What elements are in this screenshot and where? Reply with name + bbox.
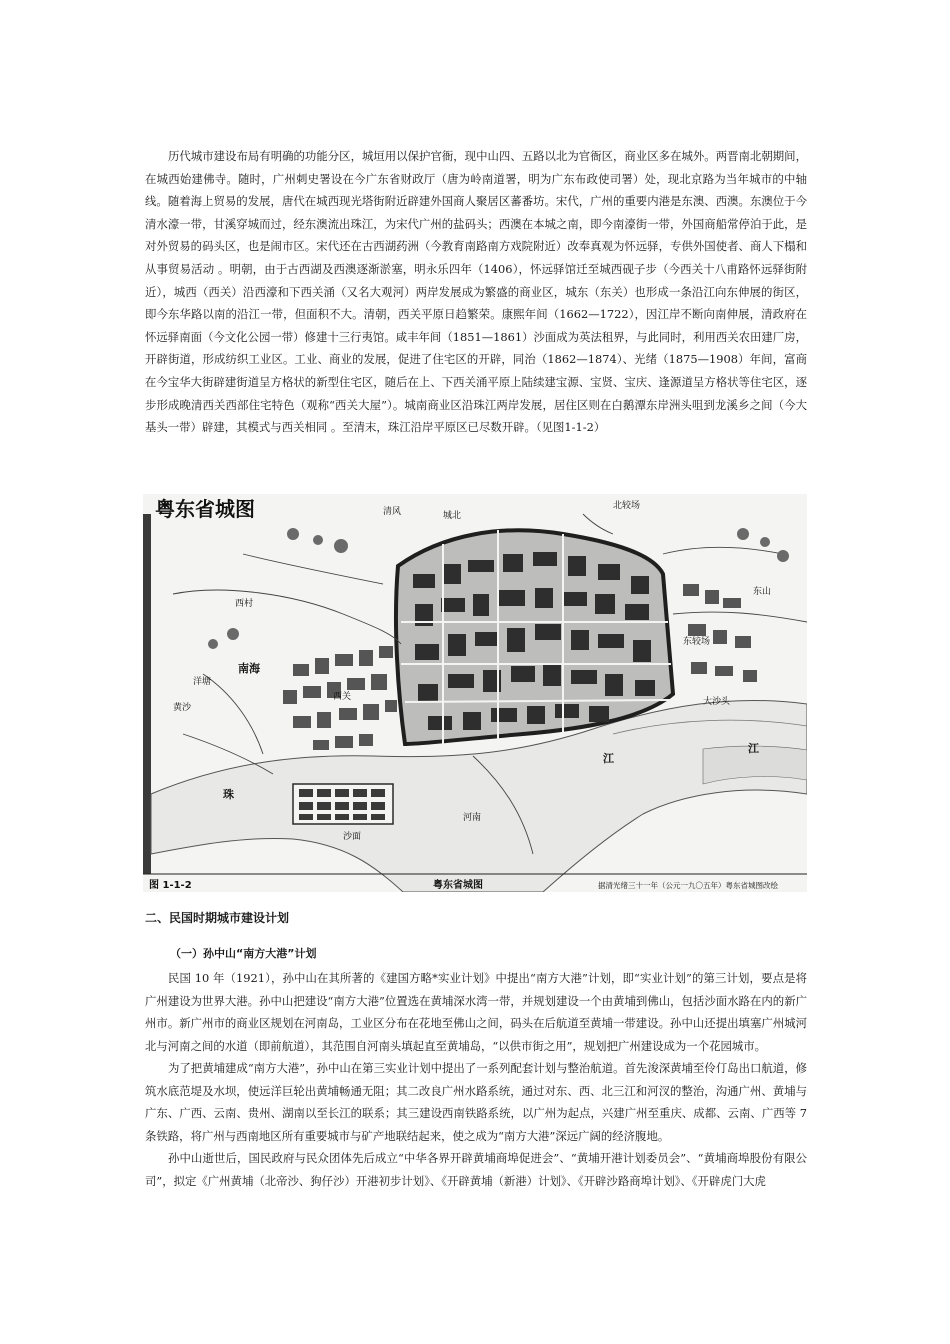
map-label: 清风 [383, 507, 402, 517]
map-label: 沙面 [343, 832, 362, 842]
map-label: 西关 [333, 692, 352, 702]
map-label: 大沙头 [703, 697, 731, 707]
section-heading: 二、民国时期城市建设计划 [145, 911, 290, 925]
map-title: 粤东省城图 [155, 497, 255, 521]
map-label: 南海 [238, 662, 260, 675]
map-label: 河南 [463, 813, 482, 823]
map-source-note: 据清光绪三十一年（公元一九〇五年）粤东省城图改绘 [598, 881, 778, 890]
map-caption: 粤东省城图 [433, 880, 483, 891]
figure-number: 图 1-1-2 [149, 880, 192, 891]
body-paragraph: 孙中山逝世后，国民政府与民众团体先后成立“中华各界开辟黄埔商埠促进会”、“黄埔开港计划委员会”、“黄埔商埠股份有限公司”，拟定《广州黄埔（北帝沙、狗仔沙）开港初步计划》、《开辟黄埔（新港）计划》、《开辟沙路商埠计划》、《开辟虎门大虎 [145, 1151, 807, 1188]
map-label: 城北 [443, 511, 462, 521]
map-label: 黄沙 [173, 703, 192, 713]
subsection-heading: （一）孙中山“南方大港”计划 [170, 947, 317, 960]
map-label: 北较场 [613, 501, 641, 511]
body-paragraph: 民国 10 年（1921），孙中山在其所著的《建国方略*实业计划》中提出“南方大港”计划，即“实业计划”的第三计划，要点是将广州建设为世界大港。孙中山把建设“南方大港”位置选在黄埔深水湾一带，并规划建设一个由黄埔到佛山，包括沙面水路在内的新广州市。新广州市的商业区规划在河南岛，工业区分布在花地至佛山之间，码头在后航道至黄埔一带建设。孙中山还提出填塞广州城河北与河南之间的水道（即前航道），其范围自河南头填起直至黄埔岛，“以供市街之用”，规划把广州建设成为一个花园城市。 [145, 971, 807, 1053]
map-left-border [143, 514, 151, 874]
map-label: 东山 [753, 587, 772, 597]
map-label: 珠 [223, 788, 234, 801]
map-label: 东较场 [683, 637, 711, 647]
map-label: 洋塘 [193, 677, 212, 687]
body-paragraph: 为了把黄埔建成“南方大港”，孙中山在第三实业计划中提出了一系列配套计划与整治航道。首先浚深黄埔至伶仃岛出口航道，修筑水底范堤及水坝，使远洋巨轮出黄埔畅通无阻；其二改良广州水路系统，通过对东、西、北三江和河汊的整治，沟通广州、黄埔与广东、广西、云南、贵州、湖南以至长江的联系；其三建设西南铁路系统，以广州为起点，兴建广州至重庆、成都、云南、广西等 7 条铁路，将广州与西南地区所有重要城市与矿产地联结起来，使之成为“南方大港”深远广阔的经济腹地。 [145, 1061, 807, 1143]
history-paragraph: 历代城市建设布局有明确的功能分区，城垣用以保护官衙，现中山四、五路以北为官衙区，商业区多在城外。两晋南北朝期间，在城西始建佛寺。随时，广州刺史署设在今广东省财政厅（唐为岭南道署，明为广东布政使司署）处，现北京路为当年城市的中轴线。随着海上贸易的发展，唐代在城西现光塔街附近辟建外国商人聚居区蕃番坊。宋代，广州的重要内港是东澳、西澳。东澳位于今清水濠一带，甘溪穿城而过，经东澳流出珠江，为宋代广州的盐码头；西澳在本城之南，即今南濠街一带，外国商船常停泊于此，是对外贸易的码头区，也是闹市区。宋代还在古西湖药洲（今教育南路南方戏院附近）改奉真观为怀远驿，专供外国使者、商人下榻和从事贸易活动 。明朝，由于古西湖及西澳逐渐淤塞，明永乐四年（1406），怀远驿馆迁至城西砚子步（今西关十八甫路怀远驿街附近），城西（西关）沿西濠和下西关涌（又名大观河）两岸发展成为繁盛的商业区，城东（东关）也形成一条沿江向东伸展的街区，即今东华路以南的沿江一带，但面积不大。清朝，西关平原日趋繁荣。康熙年间（1662—1722），因江岸不断向南伸展，清政府在怀远驿南面（今文化公园一带）修建十三行夷馆。咸丰年间（1851—1861）沙面成为英法租界，与此同时，利用西关农田建厂房，开辟街道，形成纺织工业区。工业、商业的发展，促进了住宅区的开辟，同治（1862—1874）、光绪（1875—1908）年间，富商在今宝华大街辟建街道呈方格状的新型住宅区，随后在上、下西关涌平原上陆续建宝源、宝贤、宝庆、逢源道呈方格状等住宅区，逐步形成晚清西关西部住宅特色（观称“西关大屋”）。城南商业区沿珠江两岸发展，居住区则在白鹅潭东岸洲头咀到龙溪乡之间（今大基头一带）辟建，其模式与西关相同 。至清末，珠江沿岸平原区已尽数开辟。（见图1-1-2） [145, 149, 807, 435]
map-label: 江 [748, 742, 759, 755]
city-map-figure [143, 494, 807, 892]
map-label: 江 [603, 752, 614, 765]
map-label: 西村 [235, 599, 254, 609]
shamian-island [293, 784, 393, 824]
city-map [143, 494, 807, 892]
